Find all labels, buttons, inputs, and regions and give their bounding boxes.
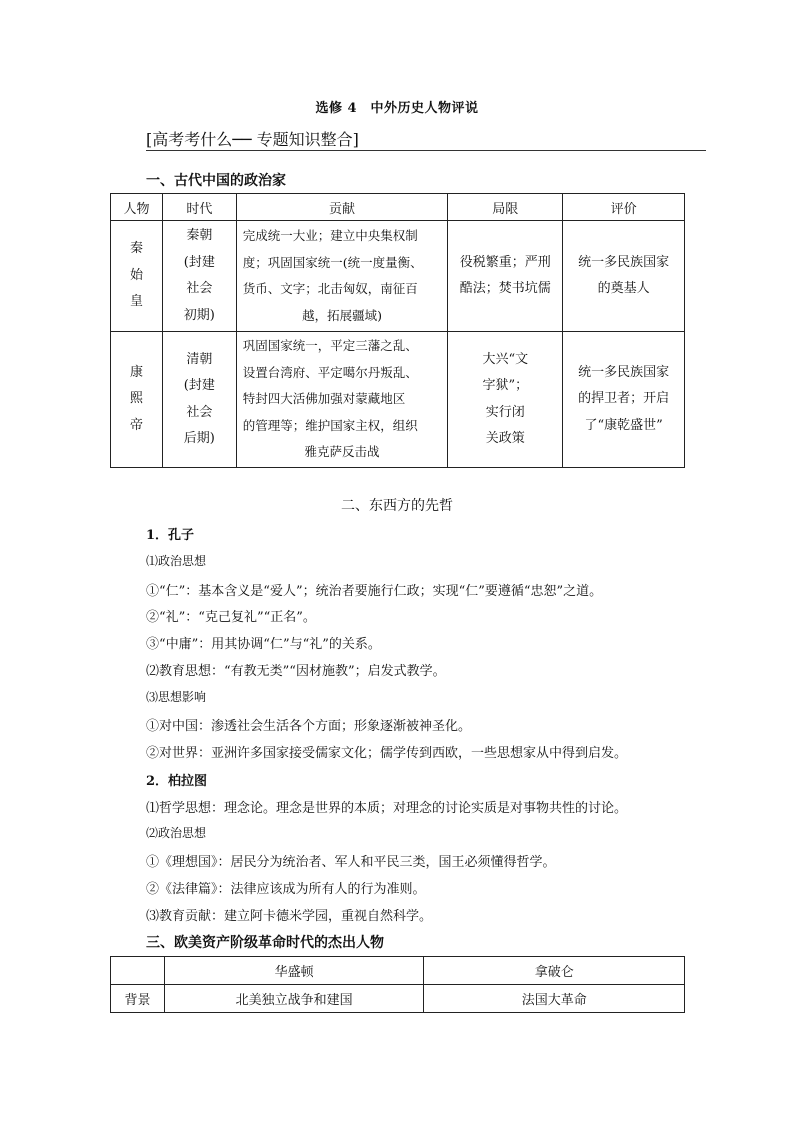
document-title: 选修 4 中外历史人物评说 — [315, 101, 479, 116]
table-row — [111, 221, 685, 332]
contribution-line: 雅克萨反击战 — [304, 444, 380, 460]
banner-underline — [146, 150, 706, 151]
person-cell — [111, 221, 163, 332]
limitation-line: 字狱”； — [482, 378, 529, 393]
subheading-confucius: 1．孔子 — [146, 528, 195, 543]
item-line: ⑵教育思想：“有教无类”“因材施教”；启发式教学。 — [146, 664, 446, 679]
evaluation-line: 统一多民族国家 — [578, 254, 670, 270]
person-char: 康 — [129, 364, 143, 380]
limitation-line: 大兴“文 — [482, 351, 529, 367]
revolution-figures-table — [110, 956, 685, 1013]
era-line: 秦朝 — [186, 228, 213, 243]
item-line: ⑴哲学思想：理念论。理念是世界的本质；对理念的讨论实质是对事物共性的讨论。 — [146, 801, 628, 816]
era-line: 初期) — [183, 307, 215, 323]
person-char: 始 — [129, 267, 143, 283]
table-header-row — [111, 957, 685, 985]
era-line: 社会 — [186, 281, 213, 296]
header-era: 时代 — [162, 194, 236, 221]
contribution-line: 的管理等；维护国家主权，组织 — [242, 417, 418, 433]
contribution-line: 设置台湾府、平定噶尔丹叛乱、 — [242, 364, 418, 380]
contribution-cell — [236, 332, 448, 468]
header-contribution: 贡献 — [236, 194, 448, 221]
contribution-line: 货币、文字；北击匈奴，南征百 — [242, 281, 418, 296]
era-cell — [162, 221, 236, 332]
era-line: (封建 — [183, 254, 215, 270]
item-line: ①“仁”：基本含义是“爱人”；统治者要施行仁政；实现“仁”要遵循“忠恕”之道。 — [146, 584, 603, 599]
napoleon-background: 法国大革命 — [424, 985, 685, 1013]
person-char: 秦 — [129, 241, 143, 257]
item-line: ②“礼”：“克己复礼”“正名”。 — [146, 610, 316, 625]
era-line: 社会 — [186, 404, 213, 420]
evaluation-line: 统一多民族国家 — [578, 364, 670, 380]
contribution-line: 特封四大活佛加强对蒙藏地区 — [242, 391, 406, 407]
evaluation-cell — [563, 332, 685, 468]
section2-heading: 二、东西方的先哲 — [341, 498, 453, 514]
item-line: ③“中庸”：用其协调“仁”与“礼”的关系。 — [146, 637, 381, 652]
limitation-cell — [448, 332, 563, 468]
era-line: 清朝 — [186, 351, 213, 367]
subheading-plato: 2．柏拉图 — [146, 774, 208, 789]
evaluation-line: 的捍卫者；开启 — [578, 391, 670, 407]
contribution-line: 完成统一大业；建立中央集权制 — [242, 228, 418, 243]
limitation-line: 酷法；焚书坑儒 — [459, 281, 551, 296]
evaluation-cell — [563, 221, 685, 332]
header-napoleon: 拿破仑 — [424, 957, 685, 985]
contribution-cell — [236, 221, 448, 332]
header-limitation: 局限 — [448, 194, 563, 221]
person-char: 皇 — [129, 294, 143, 310]
limitation-line: 实行闭 — [485, 404, 525, 420]
item-line: ①对中国：渗透社会生活各个方面；形象逐渐被神圣化。 — [146, 719, 472, 734]
table-header-row — [111, 194, 685, 221]
header-empty — [111, 957, 165, 985]
contribution-line: 越，拓展疆域) — [302, 307, 382, 323]
statesmen-table — [110, 193, 685, 468]
item-line: ⑶教育贡献：建立阿卡德米学园，重视自然科学。 — [146, 909, 433, 924]
section1-heading: 一、古代中国的政治家 — [146, 173, 286, 189]
person-char: 帝 — [129, 417, 143, 433]
section3-heading: 三、欧美资产阶级革命时代的杰出人物 — [146, 935, 384, 951]
header-person: 人物 — [111, 194, 163, 221]
header-washington: 华盛顿 — [164, 957, 424, 985]
table-row — [111, 332, 685, 468]
item-heading: ⑴政治思想 — [146, 554, 207, 568]
item-line: ②《法律篇》：法律应该成为所有人的行为准则。 — [146, 882, 426, 897]
limitation-line: 关政策 — [485, 431, 525, 446]
header-evaluation: 评价 — [563, 194, 685, 221]
person-cell — [111, 332, 163, 468]
table-row — [111, 985, 685, 1013]
item-heading: ⑵政治思想 — [146, 826, 207, 840]
era-line: 后期) — [183, 431, 215, 446]
era-line: (封建 — [183, 378, 215, 393]
row-label: 背景 — [111, 985, 165, 1013]
limitation-cell — [448, 221, 563, 332]
contribution-line: 度；巩固国家统一(统一度量衡、 — [242, 254, 423, 270]
item-heading: ⑶思想影响 — [146, 690, 207, 704]
evaluation-line: 了“康乾盛世” — [584, 417, 663, 433]
item-line: ②对世界：亚洲许多国家接受儒家文化；儒学传到西欧，一些思想家从中得到启发。 — [146, 746, 628, 761]
section-banner: [高考考什么── 专题知识整合] — [146, 130, 359, 149]
washington-background: 北美独立战争和建国 — [164, 985, 424, 1013]
evaluation-line: 的奠基人 — [597, 281, 650, 296]
limitation-line: 役税繁重；严刑 — [459, 254, 551, 270]
era-cell — [162, 332, 236, 468]
person-char: 熙 — [129, 391, 143, 407]
contribution-line: 巩固国家统一，平定三藩之乱、 — [242, 338, 418, 354]
item-line: ①《理想国》：居民分为统治者、军人和平民三类，国王必须懂得哲学。 — [146, 855, 556, 870]
